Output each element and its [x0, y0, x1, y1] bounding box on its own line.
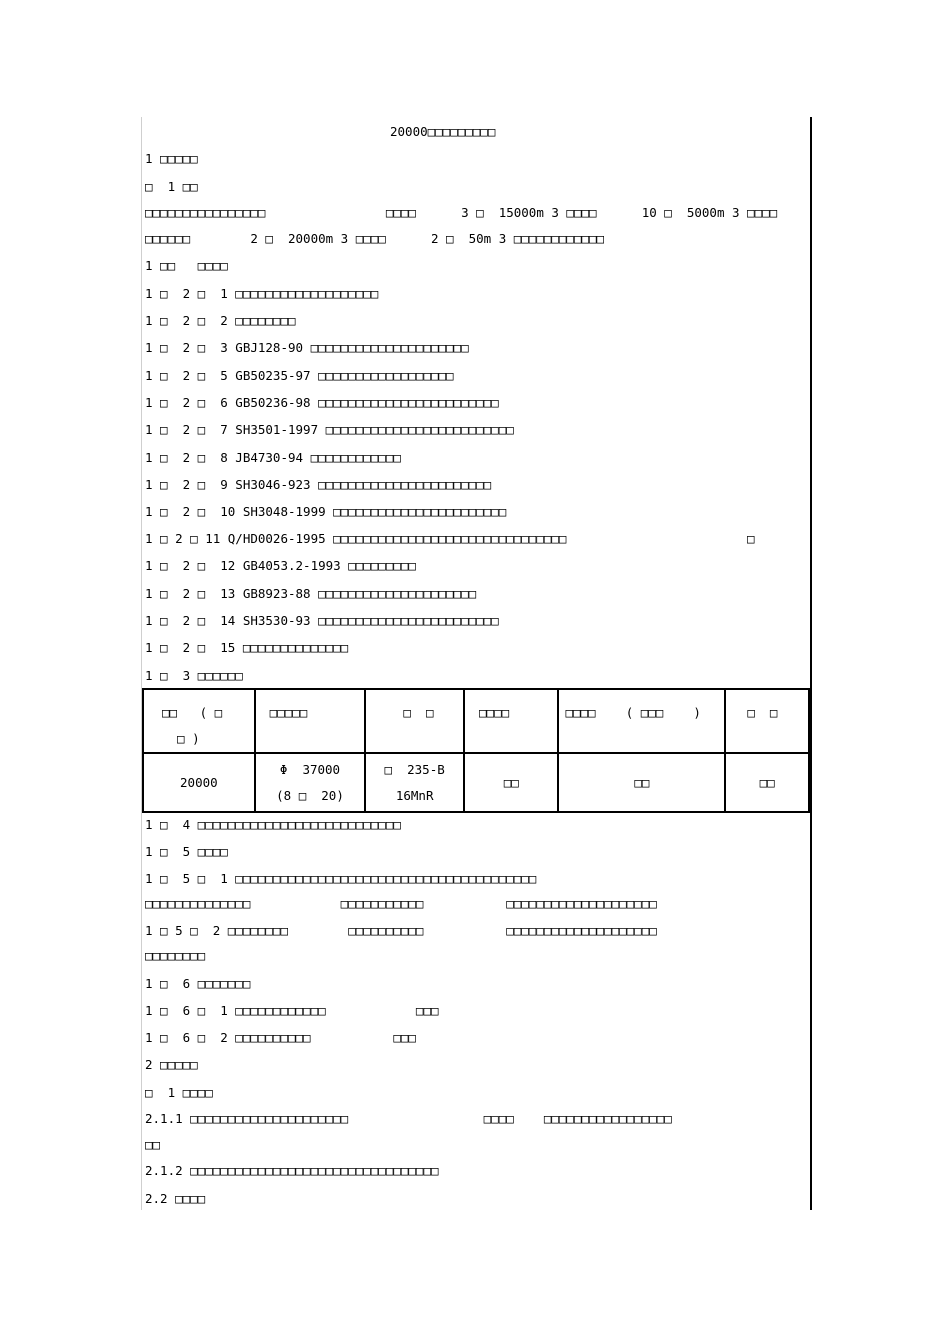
text-line: 1 □ 2 □ 9 SH3046-923 □□□□□□□□□□□□□□□□□□□□□□□: [145, 477, 492, 492]
table-cell: [558, 753, 725, 812]
text-line: 1 □ 3 □□□□□□: [145, 668, 243, 683]
text-line: 1 □ 5 □□□□: [145, 844, 228, 859]
text-line: □□□□□□□□□□□□□□□□ □□□□ 3 □ 15000m 3 □□□□ 10 □ 5000m 3 □□□□: [145, 205, 778, 220]
text-line: 2.2 □□□□: [145, 1191, 206, 1206]
text-line: 1 □ 5 □ 2 □□□□□□□□ □□□□□□□□□□ □□□□□□□□□□□□□□□□□□□□: [145, 923, 657, 938]
table-cell: [725, 753, 809, 812]
cell-text: 20000: [180, 774, 218, 790]
text-line: 2.1.1 □□□□□□□□□□□□□□□□□□□□□ □□□□ □□□□□□□□□□□□□□□□□: [145, 1111, 672, 1126]
text-line: □□: [145, 1137, 161, 1152]
text-line: 1 □ 2 □ 1 □□□□□□□□□□□□□□□□□□□: [145, 286, 379, 301]
text-line: 1 □ 2 □ 11 Q/HD0026-1995 □□□□□□□□□□□□□□□□□□□□□□□□□□□□□□□ □: [145, 531, 755, 546]
text-line: 1 □ 6 □ 1 □□□□□□□□□□□□ □□□: [145, 1003, 439, 1018]
header-text: □ □: [388, 705, 434, 720]
text-line: □□□□□□□□: [145, 948, 206, 963]
text-line: 1 □ 2 □ 7 SH3501-1997 □□□□□□□□□□□□□□□□□□□□□□□□□: [145, 422, 514, 437]
text-line: 1 □□□□□: [145, 151, 198, 166]
text-line: 1 □ 6 □□□□□□□: [145, 976, 251, 991]
cell-text: □□: [634, 774, 650, 790]
table-cell: [255, 753, 366, 812]
text-line: 1 □ 2 □ 15 □□□□□□□□□□□□□□: [145, 640, 349, 655]
table-header-cell: [143, 689, 255, 753]
tank-spec-table: [142, 688, 810, 813]
table-header-cell: [464, 689, 558, 753]
text-line: 1 □□ □□□□: [145, 258, 228, 273]
cell-text: Φ 37000 (8 □ 20): [276, 761, 344, 803]
table-header-row: [143, 689, 809, 753]
table-cell: [143, 753, 255, 812]
cell-text: □ 235-B 16MnR: [384, 761, 445, 803]
text-line: 1 □ 2 □ 2 □□□□□□□□: [145, 313, 296, 328]
text-line: 1 □ 4 □□□□□□□□□□□□□□□□□□□□□□□□□□□: [145, 817, 401, 832]
text-line: □□□□□□□□□□□□□□ □□□□□□□□□□□ □□□□□□□□□□□□□□□□□□□□: [145, 896, 657, 911]
text-line: 1 □ 2 □ 12 GB4053.2-1993 □□□□□□□□□: [145, 558, 416, 573]
text-line: 1 □ 2 □ 6 GB50236-98 □□□□□□□□□□□□□□□□□□□□□□□□: [145, 395, 499, 410]
text-line: 1 □ 5 □ 1 □□□□□□□□□□□□□□□□□□□□□□□□□□□□□□□□□□□□□□□□: [145, 871, 537, 886]
text-line: 1 □ 2 □ 14 SH3530-93 □□□□□□□□□□□□□□□□□□□□□□□□: [145, 613, 499, 628]
text-line: 1 □ 2 □ 8 JB4730-94 □□□□□□□□□□□□: [145, 450, 401, 465]
text-line: 2.1.2 □□□□□□□□□□□□□□□□□□□□□□□□□□□□□□□□□: [145, 1163, 439, 1178]
text-line: 1 □ 6 □ 2 □□□□□□□□□□ □□□: [145, 1030, 416, 1045]
table-cell: [365, 753, 464, 812]
text-line: □ 1 □□: [145, 179, 198, 194]
header-text: □□□□ ( □□□ ): [565, 705, 701, 720]
header-text: □□□□: [479, 705, 510, 720]
table-cell: [464, 753, 558, 812]
document-title: 20000□□□□□□□□□: [390, 124, 496, 139]
text-line: □□□□□□ 2 □ 20000m 3 □□□□ 2 □ 50m 3 □□□□□□□□□□□□: [145, 231, 605, 246]
header-text: □□□□□: [269, 705, 308, 720]
text-line: 2 □□□□□: [145, 1057, 198, 1072]
table-header-cell: [365, 689, 464, 753]
text-line: 1 □ 2 □ 3 GBJ128-90 □□□□□□□□□□□□□□□□□□□□□: [145, 340, 469, 355]
table-row: [143, 753, 809, 812]
cell-text: □□: [503, 774, 519, 790]
text-line: 1 □ 2 □ 5 GB50235-97 □□□□□□□□□□□□□□□□□□: [145, 368, 454, 383]
cell-text: □□: [759, 774, 775, 790]
header-text: □□ ( □ □ ): [162, 705, 223, 746]
text-line: 1 □ 2 □ 13 GB8923-88 □□□□□□□□□□□□□□□□□□□□□: [145, 586, 477, 601]
table-header-cell: [558, 689, 725, 753]
left-margin-rule: [141, 117, 142, 1210]
right-margin-rule: [810, 117, 812, 1210]
text-line: 1 □ 2 □ 10 SH3048-1999 □□□□□□□□□□□□□□□□□□□□□□□: [145, 504, 507, 519]
table-header-cell: [725, 689, 809, 753]
table-header-cell: [255, 689, 366, 753]
header-text: □ □: [732, 705, 778, 720]
text-line: □ 1 □□□□: [145, 1085, 213, 1100]
